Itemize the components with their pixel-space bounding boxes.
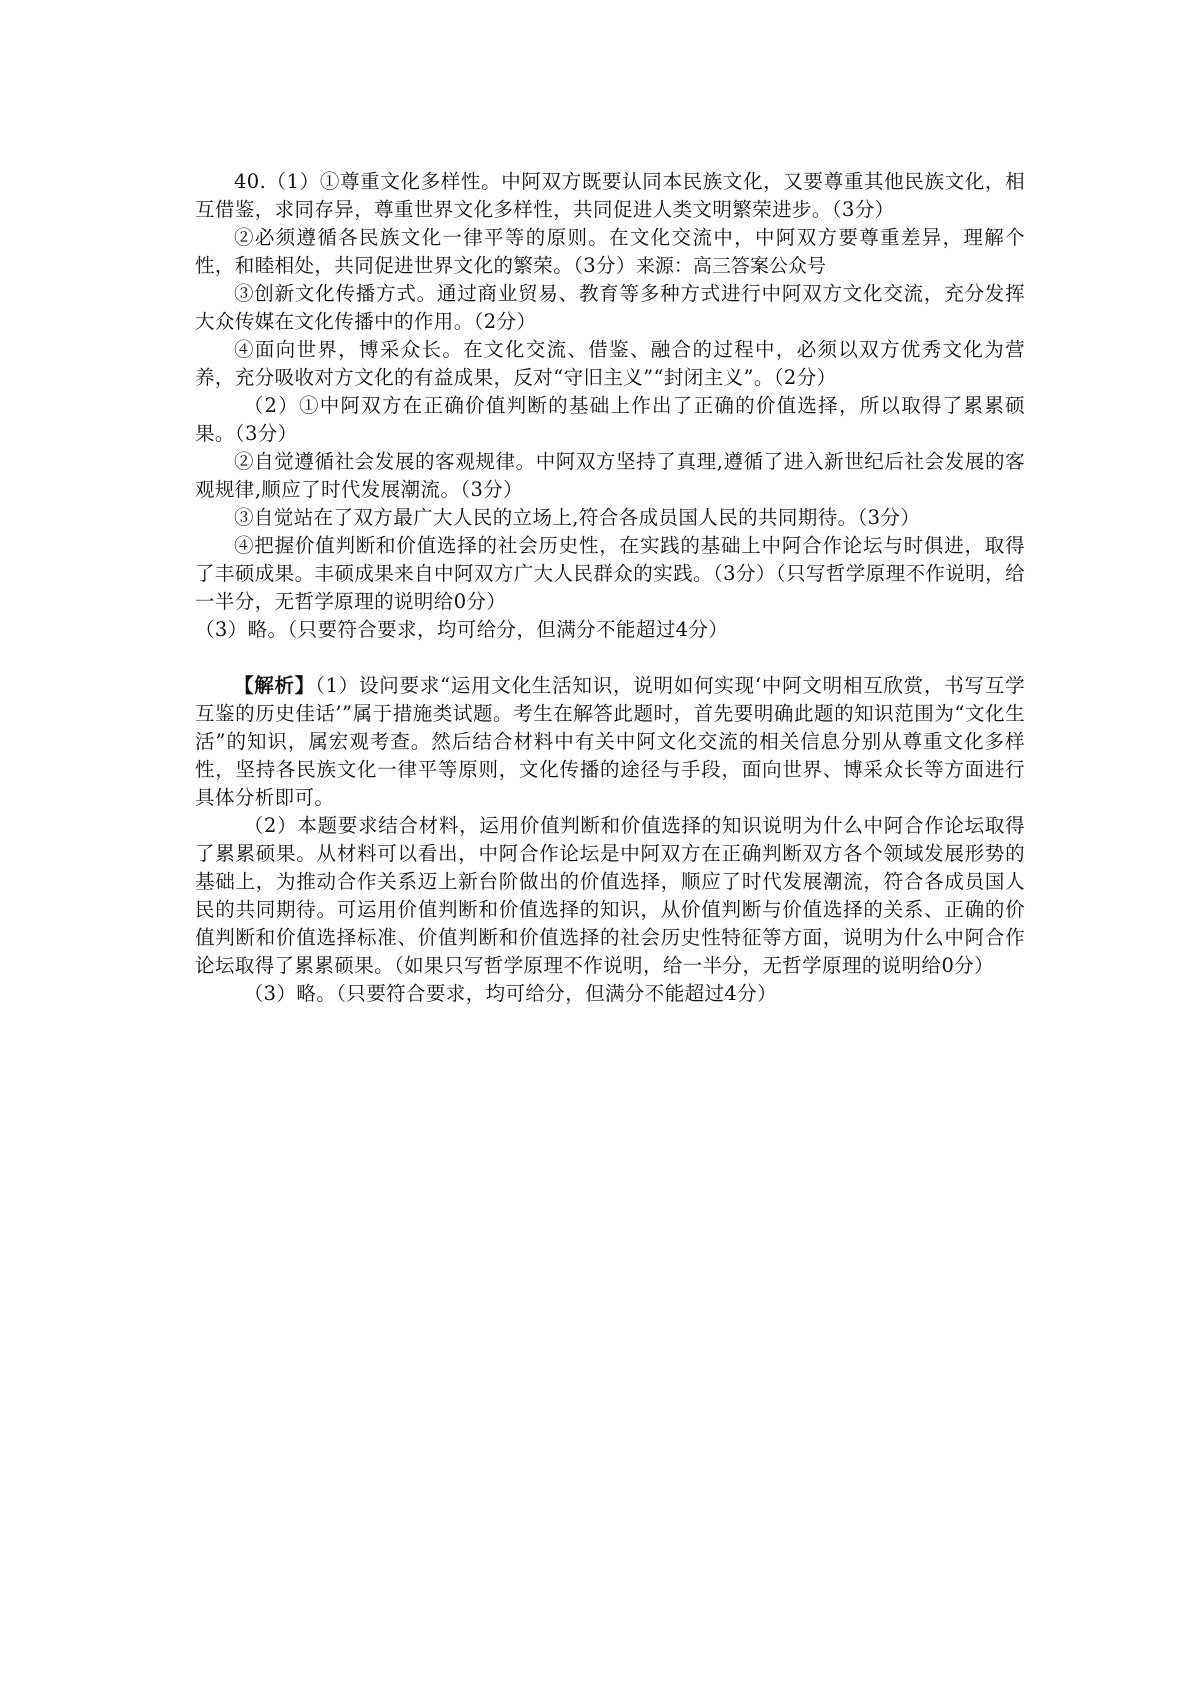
answer-40-1-point-3: ③创新文化传播方式。通过商业贸易、教育等多种方式进行中阿双方文化交流，充分发挥大众传媒在文化传播中的作用。（2分） xyxy=(195,282,1025,333)
section-gap xyxy=(195,644,1025,672)
analysis-paragraph-2: （2）本题要求结合材料，运用价值判断和价值选择的知识说明为什么中阿合作论坛取得了累累硕果。从材料可以看出，中阿合作论坛是中阿双方在正确判断双方各个领域发展形势的基础上，为推动合作关系迈上新台阶做出的价值选择，顺应了时代发展潮流，符合各成员国人民的共同期待。可运用价值判断和价值选择的知识，从价值判断与价值选择的关系、正确的价值判断和价值选择标准、价值判断和价值选择的社会历史性特征等方面，说明为什么中阿合作论坛取得了累累硕果。（如果只写哲学原理不作说明，给一半分，无哲学原理的说明给0分） xyxy=(195,814,1025,977)
answer-40-1-point-4: ④面向世界，博采众长。在文化交流、借鉴、融合的过程中，必须以双方优秀文化为营养，充分吸收对方文化的有益成果，反对“守旧主义”“封闭主义”。（2分） xyxy=(195,338,1025,389)
source-note: 来源：高三答案公众号 xyxy=(635,255,826,277)
analysis-paragraph-1-text: （1）设问要求“运用文化生活知识，说明如何实现‘中阿文明相互欣赏，书写互学互鉴的历史佳话’”属于措施类试题。考生在解答此题时，首先要明确此题的知识范围为“文化生活”的知识，属宏观考查。然后结合材料中有关中阿文化交流的相关信息分别从尊重文化多样性，坚持各民族文化一律平等原则，文化传播的途径与手段，面向世界、博采众长等方面进行具体分析即可。 xyxy=(195,674,1025,809)
answer-40-1-point-1: 40.（1）①尊重文化多样性。中阿双方既要认同本民族文化，又要尊重其他民族文化，相互借鉴，求同存异，尊重世界文化多样性，共同促进人类文明繁荣进步。（3分） xyxy=(195,170,1025,221)
document-page xyxy=(195,168,1025,1008)
answer-40-2-point-2: ②自觉遵循社会发展的客观规律。中阿双方坚持了真理,遵循了进入新世纪后社会发展的客观规律,顺应了时代发展潮流。（3分） xyxy=(195,450,1025,501)
analysis-paragraph-3: （3）略。（只要符合要求，均可给分，但满分不能超过4分） xyxy=(243,982,778,1005)
answer-40-3: （3）略。（只要符合要求，均可给分，但满分不能超过4分） xyxy=(195,618,729,641)
answer-40-1-point-2 xyxy=(195,224,1025,280)
analysis-paragraph-1 xyxy=(195,672,1025,812)
answer-40-2-point-1: （2）①中阿双方在正确价值判断的基础上作出了正确的价值选择，所以取得了累累硕果。（3分） xyxy=(195,394,1025,445)
analysis-heading: 【解析】 xyxy=(234,674,316,697)
answer-40-2-point-3: ③自觉站在了双方最广大人民的立场上,符合各成员国人民的共同期待。（3分） xyxy=(234,506,921,529)
answer-40-2-point-4: ④把握价值判断和价值选择的社会历史性，在实践的基础上中阿合作论坛与时俱进，取得了丰硕成果。丰硕成果来自中阿双方广大人民群众的实践。（3分）（只写哲学原理不作说明，给一半分，无哲学原理的说明给0分） xyxy=(195,534,1025,613)
answer-40-1-point-2-text: ②必须遵循各民族文化一律平等的原则。在文化交流中，中阿双方要尊重差异，理解个性，和睦相处，共同促进世界文化的繁荣。（3分） xyxy=(195,226,1025,277)
